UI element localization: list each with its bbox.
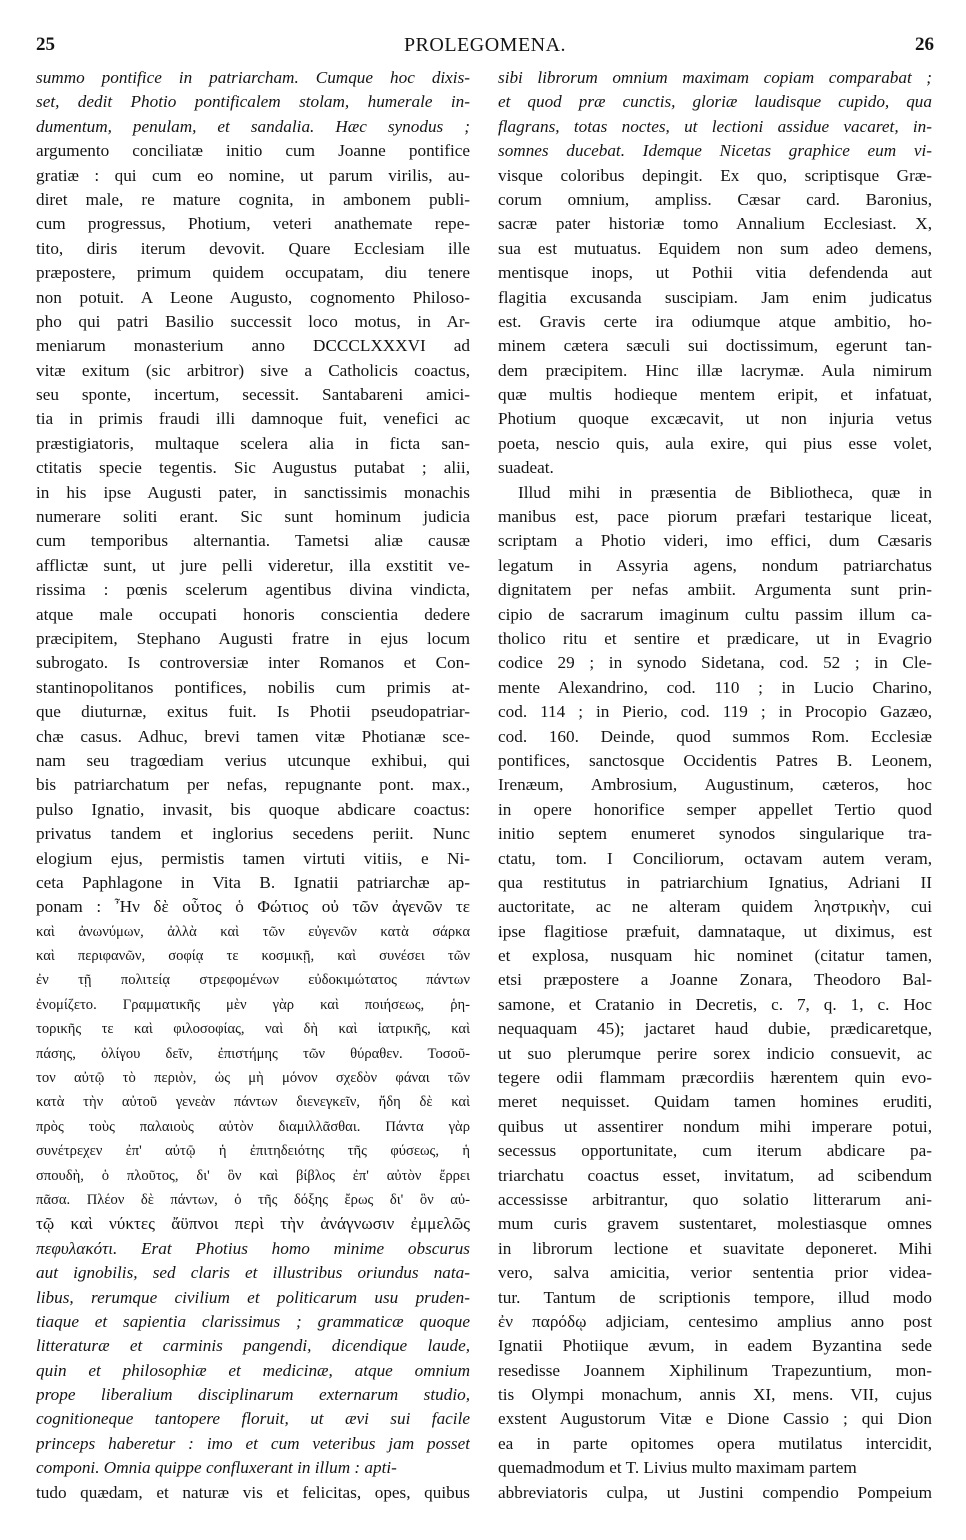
text-line: que diuturnæ, exitus fuit. Is Photii pseudopatriar- [36,702,470,722]
text-line: nequaquam 45); jactaret haud dubie, prædicaretque, [498,1019,932,1039]
page-header [36,34,934,60]
text-line: somnes ducebat. Idemque Nicetas graphice eum vi- [498,141,932,161]
text-line: initio septem enumeret synodos singularique tra- [498,824,932,844]
text-line: cod. 160. Deinde, quod summos Rom. Ecclesiæ [498,726,932,746]
text-line: argumento conciliatæ initio cum Joanne pontifice [36,141,470,161]
text-line: abbreviatoris culpa, ut Justini compendio Pompeium [498,1482,932,1502]
text-line: ponam : Ἦν δὲ οὗτος ὁ Φώτιος οὐ τῶν ἀγενῶν τε [36,897,470,917]
text-line: ἐν παρόδῳ adjiciam, centesimo amplius anno post [498,1311,932,1331]
text-line: suadeat. [498,458,554,478]
text-line: minem cætera sæculi sui doctissimum, egerunt tan- [498,336,932,356]
text-line: Irenæum, Ambrosium, Augustinum, cæteros, hoc [498,775,932,795]
text-line: Ignatii Photiique ævum, in eadem Byzantina sede [498,1336,932,1356]
text-line: afflictæ sunt, ut jure pelli videretur, illa exstitit ve- [36,555,470,575]
text-line: componi. Omnia quippe confluxerant in illum : apti- [36,1458,397,1478]
text-line: et quod præ cunctis, gloriæ laudisque cupido, qua [498,92,932,112]
text-line: in librorum lectione et suavitate deponeret. Mihi [498,1238,932,1258]
text-line: set, dedit Photio pontificalem stolam, humerale in- [36,92,470,112]
left-text-column [36,66,470,1505]
text-line: quin et philosophiæ et medicinæ, atque omnium [36,1360,470,1380]
text-line: ea in parte opitomes opera mutilatus intercidit, [498,1433,932,1453]
text-line: gratiæ : qui cum eo nomine, ut parum virilis, au- [36,165,470,185]
text-line: mum curis gravem sustentaret, molestiasque omnes [498,1214,932,1234]
text-line: et explosa, nusquam hic nominet (citatur tamen, [498,946,932,966]
text-line: poeta, nescio quis, aula exire, qui pius esse volet, [498,433,932,453]
text-line: πρὸς τοὺς παλαιοὺς αὐτὸν διαμιλλᾶσθαι. Πάντα γὰρ [36,1118,470,1135]
text-line: secessus opportunitate, cum iterum abdicare pa- [498,1141,932,1161]
text-line: aut ignobilis, sed claris et illustribus oriundus nata- [36,1263,470,1283]
text-line: tito, diris iterum devovit. Quare Ecclesiam ille [36,238,470,258]
text-line: elogium ejus, permistis tamen virtuti vitiis, e Ni- [36,848,470,868]
text-line: cum progressus, Photium, veteri anathemate repe- [36,214,470,234]
text-line: cipio de sacrarum imaginum cultu passim illum ca- [498,604,932,624]
text-line: τον αὐτῷ τὸ περιὸν, ὡς μὴ μόνον σχεδὸν φάναι τῶν [36,1070,470,1087]
text-line: numerare soliti erant. Sic sunt hominum judicia [36,507,470,527]
text-line: rissima : pœnis scelerum agentibus divina vindicta, [36,580,470,600]
text-line: cognitioneque tantopere floruit, ut ævi sui facile [36,1409,470,1429]
text-line: princeps haberetur : imo et cum veteribus jam posset [36,1433,470,1453]
text-line: pulso Ignatio, invasit, bis quoque abdicare coactus: [36,799,470,819]
text-line: libus, rerumque civilium et politicarum usu pruden- [36,1287,470,1307]
text-line: ctitatis specie tegentis. Sic Augustus putabat ; alii, [36,458,470,478]
text-line: quibus ut assentirer nondum mihi imperare potui, [498,1116,932,1136]
left-page-number: 25 [36,34,55,55]
right-text-column [498,66,932,1505]
text-line: prope liberalium disciplinarum externarum studio, [36,1385,470,1405]
text-line: tegere odii flammam præcordiis hærentem quin evo- [498,1068,932,1088]
text-line: atque male occupati honoris conscientia dedere [36,604,470,624]
text-line: pho qui patri Basilio successit loco motus, in Ar- [36,311,470,331]
text-line: nam seu tragœdiam verius utcunque exhibui, qui [36,750,470,770]
text-line: vitæ exitum (sic arbitror) sive a Catholicis coactus, [36,360,470,380]
text-line: cum temporibus alternantia. Tametsi aliæ causæ [36,531,470,551]
text-line: πάσης, ὀλίγου δεῖν, ἐπιστήμης τῶν θύραθεν. Τοσοῦ- [36,1045,470,1062]
text-line: præstigiatoris, multaque scelera alia in ficta san- [36,433,470,453]
text-line: ceta Paphlagone in Vita B. Ignatii patriarchæ ap- [36,872,470,892]
text-line: ctatu, tom. I Conciliorum, octavam autem veram, [498,848,932,868]
text-line: tia in primis fraudi illi damnoque fuit, venefici ac [36,409,470,429]
text-line: sacræ pater historiæ tomo Annalium Ecclesiast. X, [498,214,932,234]
text-line: diret male, re mature cognita, in ambonem publi- [36,189,470,209]
text-line: seu sponte, incertum, secessit. Santabareni amici- [36,385,470,405]
text-line: præcipitem, Stephano Augusti fratre in ejus locum [36,628,470,648]
text-line: κατὰ τὴν αὐτοῦ γενεὰν πάντων διενεγκεῖν, ἤδη δὲ καὶ [36,1094,470,1111]
text-line: tholico ritu et sentire et prædicare, ut in Evagrio [498,628,932,648]
text-line: auctoritate, ac ne alteram quidem ληστρικὴν, cui [498,897,932,917]
text-line: qua restitutus in patriarchium Ignatius, Adriani II [498,872,932,892]
text-line: dumentum, penulam, et sandalia. Hæc synodus ; [36,116,470,136]
text-line: triarchatu coactus esset, invitatum, ad scibendum [498,1165,932,1185]
text-line: resedisse Joannem Xiphilinum Trapezuntium, mon- [498,1360,932,1380]
text-line: præpostere, primum quidem occupatam, diu tenere [36,263,470,283]
text-line: tis Olympi monachum, annis XI, mens. VII, cujus [498,1385,932,1405]
text-line: in his ipse Augusti pater, in sanctissimis monachis [36,482,470,502]
text-line: πᾶσα. Πλέον δὲ πάντων, ὁ τῆς δόξης ἔρως δι' ὃν αὐ- [36,1191,470,1208]
text-line: legatum in Assyria agens, nondum patriarchatus [498,555,932,575]
text-line: mente Alexandrino, cod. 110 ; in Lucio Charino, [498,677,932,697]
text-line: quæ multis hodieque mentem eripit, et infatuat, [498,385,932,405]
text-line: flagrans, totas noctes, ut lectioni assidue vacaret, in- [498,116,932,136]
text-line: Photium quoque excæcavit, ut non injuria vetus [498,409,932,429]
text-line: πεφυλακότι. Erat Photius homo minime obscurus [36,1238,470,1258]
text-line: τορικῆς τε καὶ φιλοσοφίας, ναὶ δὴ καὶ ἰατρικῆς, καὶ [36,1021,470,1038]
text-line: dignitatem per nefas ambiit. Argumenta sunt prin- [498,580,932,600]
text-line: sua est mutuatus. Equidem non sum adeo demens, [498,238,932,258]
text-line: flagitia excusanda suscipiam. Jam enim judicatus [498,287,932,307]
text-line: quemadmodum et T. Livius multo maximam partem [498,1458,857,1478]
text-line: litteraturæ et carminis pangendi, dicendique laude, [36,1336,470,1356]
text-line: ipse flagitiose præfuit, damnataque, ut diximus, est [498,921,932,941]
text-line: manibus est, pace piorum præfari testarique liceat, [498,507,932,527]
text-line: scriptam a Photio videri, imo effici, dum Cæsaris [498,531,932,551]
text-line: mentisque inops, ut Pothii vitia defendenda aut [498,263,932,283]
text-line: meret nequisset. Quidam tamen homines eruditi, [498,1092,932,1112]
text-line: privatus tandem et inglorius secedens periit. Nunc [36,824,470,844]
text-line: accessisse arbitrantur, quo solatio litterarum ani- [498,1189,932,1209]
text-line: καὶ ἀνωνύμων, ἀλλὰ καὶ τῶν εὐγενῶν κατὰ σάρκα [36,923,470,940]
text-line: tudo quædam, et naturæ vis et felicitas, opes, quibus [36,1482,470,1502]
text-line: dem præcipitem. Hinc illæ lacrymæ. Aula nimirum [498,360,932,380]
text-line: cod. 114 ; in Pierio, cod. 119 ; in Procopio Gazæo, [498,702,932,722]
right-page-number: 26 [915,34,934,55]
text-line: συνέτρεχεν ἐπ' αὐτῷ ἡ ἐπιτηδειότης τῆς φύσεως, ἡ [36,1143,470,1160]
text-line: bis patriarchatum per nefas, repugnante pont. max., [36,775,470,795]
text-line: τῷ καὶ νύκτες ἄϋπνοι περὶ τὴν ἀνάγνωσιν ἐμμελῶς [36,1214,470,1234]
running-title: PROLEGOMENA. [403,34,567,56]
text-line: corum omnium, ampliss. Cæsar card. Baronius, [498,189,932,209]
text-line: summo pontifice in patriarcham. Cumque hoc dixis- [36,68,470,87]
text-line: meniarum monasterium anno DCCCLXXXVI ad [36,336,470,356]
text-line: stantinopolitanos pontifices, nobilis cum primis at- [36,677,470,697]
text-line: subrogato. Is controversiæ inter Romanos et Con- [36,653,470,673]
text-line: vero, salva amicitia, verior sententia prior videa- [498,1263,932,1283]
text-line: ἐν τῇ πολιτείᾳ στρεφομένων εὐδοκιμώτατος πάντων [36,972,470,989]
text-line: codice 29 ; in synodo Sidetana, cod. 52 ; in Cle- [498,653,932,673]
text-line: exstent Augustorum Vitæ e Dione Cassio ; qui Dion [498,1409,932,1429]
text-line: chæ casus. Adhuc, brevi tamen vitæ Photianæ sce- [36,726,470,746]
text-line: est. Gravis certe ira odiumque atque ambitio, ho- [498,311,932,331]
text-line: visque coloribus depingit. Ex quo, scriptisque Græ- [498,165,932,185]
text-line: in opere honorifice semper appellet Tertio quod [498,799,932,819]
text-line: ut suo plerumque perire sorex indicio consuevit, ac [498,1043,932,1063]
text-line: non potuit. A Leone Augusto, cognomento Philoso- [36,287,470,307]
text-line: etsi præpostere a Joanne Zonara, Theodoro Bal- [498,970,932,990]
text-line: Illud mihi in præsentia de Bibliotheca, quæ in [518,482,932,502]
text-line: σπουδὴ, ὁ πλοῦτος, δι' ὃν καὶ βίβλος ἐπ' αὐτὸν ἔρρει [36,1167,470,1184]
text-line: pontifices, sanctosque Occidentis Patres B. Leonem, [498,750,932,770]
text-line: tur. Tantum de scriptionis tempore, illud modo [498,1287,932,1307]
text-line: καὶ περιφανῶν, σοφίᾳ τε κοσμικῇ, καὶ συνέσει τῶν [36,948,470,965]
text-line: samone, et Cratanio in Decretis, c. 7, q. 1, c. Hoc [498,994,932,1014]
text-line: ἐνομίζετο. Γραμματικῆς μὲν γὰρ καὶ ποιήσεως, ῥη- [36,996,470,1013]
text-line: sibi librorum omnium maximam copiam comparabat ; [498,68,932,87]
text-line: tiaque et sapientia clarissimus ; grammaticæ quoque [36,1311,470,1331]
